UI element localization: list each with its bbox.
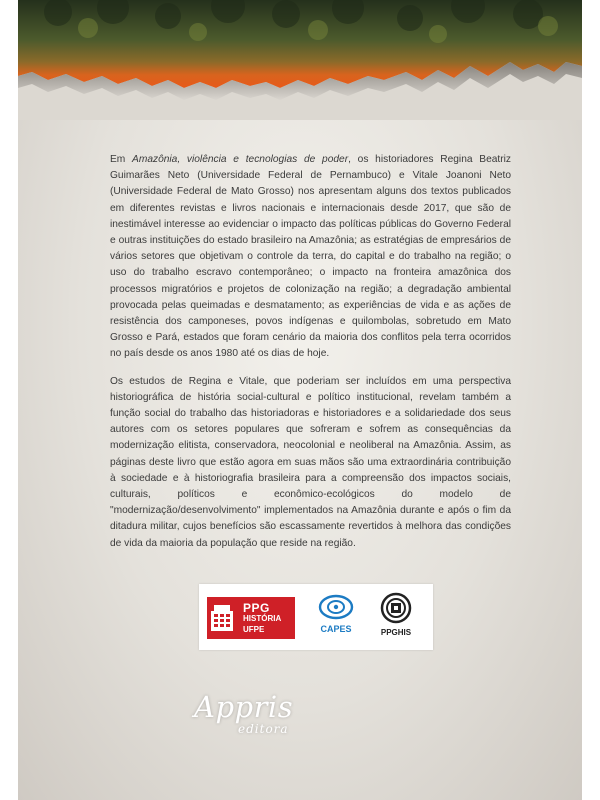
burning-forest-illustration [18, 0, 582, 120]
ufpe-label: UFPE [243, 625, 265, 634]
capes-label: CAPES [320, 624, 352, 634]
publisher-subtitle: editora [238, 722, 289, 736]
ppghis-label: PPGHIS [380, 628, 412, 637]
blurb-paragraph-2: Os estudos de Regina e Vitale, que poderiam ser incluídos em uma perspectiva historiográfica de história social-cultural e político institucional, revelam também a função social do trabalho das historiadoras e historiadores e a solidariedade dos seus autores com os setores populares que sofreram e sofrem as consequências da modernização elitista, conservadora, neocolonial e neoliberal na Amazônia. Assim, as páginas deste livro que estão agora em suas mãos são uma extraordinária contribuição à sociedade e à historiografia brasileira para a compreensão dos impactos sociais, culturais, políticos e econômico-ecológicos do modelo de "modernização/desenvolvimento" implementados na Amazônia durante e após o fim da ditadura militar, cujos benefícios são escassamente revertidos à melhora das condições de vida da maioria da população que reside na região. [110, 375, 511, 549]
capes-logo [309, 594, 363, 640]
publisher-name: Appris [194, 690, 294, 724]
historia-label: HISTÓRIA [243, 614, 282, 623]
building-icon [211, 603, 233, 631]
ppghis-emblem-icon [380, 592, 412, 624]
sponsor-logos [199, 584, 433, 650]
blurb-paragraph-1 [110, 152, 511, 363]
publisher-logo [194, 690, 324, 740]
blurb-p1-prefix: Em [110, 154, 133, 165]
book-title: Amazônia, violência e tecnologias de poder [132, 154, 349, 165]
capes-emblem-icon [318, 594, 354, 620]
blurb-text [110, 152, 511, 563]
burning-forest-band [18, 0, 582, 120]
ppghis-logo [375, 592, 417, 642]
blurb-p1-rest: , os historiadores Regina Beatriz Guimarães Neto (Universidade Federal de Pernambuco) e Vitale Joanoni Neto (Universidade Federal de Mato Grosso) nos apresentam alguns dos textos publicados em diferentes revistas e livros nacionais e internacionais desde 2017, que são de inestimável interesse ao evidenciar o impacto das políticas públicas do Governo Federal e outras instituições do estado brasileiro na Amazônia; as estratégias de empresários de vários setores que objetivam o controle da terra, do capital e do trabalho na região; o uso do trabalho escravo contemporâneo; o impacto na fronteira amazônica dos processos migratórios e projetos de colonização na região; a degradação ambiental provocada pelas queimadas e desmatamento; as experiências de vida e as ações de resistência dos camponeses, povos indígenas e quilombolas, sobretudo em Mato Grosso e Pará, estados que foram cenário da maioria dos conflitos pela terra ocorridos no país desde os anos 1980 até os dias de hoje. [110, 154, 511, 360]
ppg-historia-ufpe-logo [207, 597, 295, 639]
back-cover [18, 0, 582, 800]
ppg-label: PPG [243, 601, 270, 615]
